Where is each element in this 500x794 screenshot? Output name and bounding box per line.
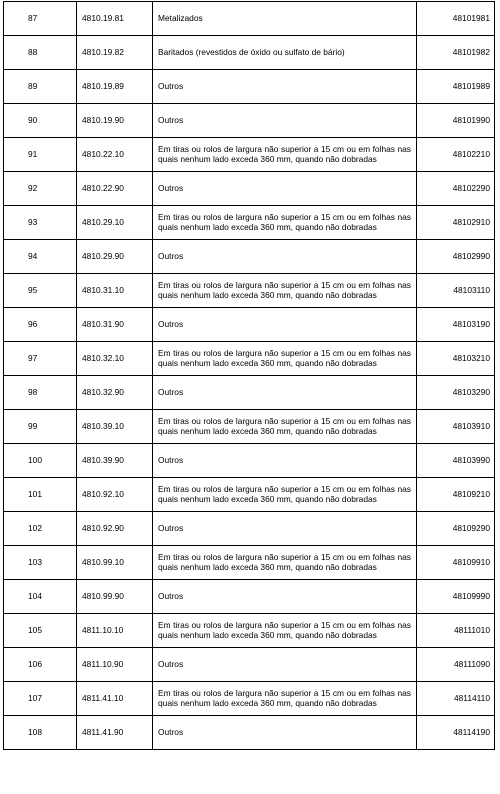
- item-code-cell: 48103110: [417, 274, 495, 308]
- ncm-table: [3, 1, 495, 750]
- ncm-code-cell: 4811.10.10: [77, 614, 153, 648]
- table-row: [4, 274, 495, 308]
- table-row: [4, 342, 495, 376]
- row-number-cell: 89: [4, 70, 77, 104]
- description-cell: Em tiras ou rolos de largura não superior a 15 cm ou em folhas nas quais nenhum lado exceda 360 mm, quando não dobradas: [153, 614, 417, 648]
- description-cell: Em tiras ou rolos de largura não superior a 15 cm ou em folhas nas quais nenhum lado exceda 360 mm, quando não dobradas: [153, 274, 417, 308]
- table-row: [4, 138, 495, 172]
- item-code-cell: 48109910: [417, 546, 495, 580]
- row-number-cell: 108: [4, 716, 77, 750]
- description-cell: Em tiras ou rolos de largura não superior a 15 cm ou em folhas nas quais nenhum lado exceda 360 mm, quando não dobradas: [153, 546, 417, 580]
- ncm-code-cell: 4810.99.90: [77, 580, 153, 614]
- description-cell: Outros: [153, 716, 417, 750]
- table-row: [4, 410, 495, 444]
- ncm-code-cell: 4810.39.10: [77, 410, 153, 444]
- ncm-code-cell: 4810.22.90: [77, 172, 153, 206]
- description-cell: Outros: [153, 376, 417, 410]
- row-number-cell: 99: [4, 410, 77, 444]
- row-number-cell: 97: [4, 342, 77, 376]
- description-cell: Em tiras ou rolos de largura não superior a 15 cm ou em folhas nas quais nenhum lado exceda 360 mm, quando não dobradas: [153, 410, 417, 444]
- table-row: [4, 614, 495, 648]
- table-row: [4, 546, 495, 580]
- description-cell: Em tiras ou rolos de largura não superior a 15 cm ou em folhas nas quais nenhum lado exceda 360 mm, quando não dobradas: [153, 342, 417, 376]
- description-cell: Outros: [153, 648, 417, 682]
- table-row: [4, 478, 495, 512]
- ncm-code-cell: 4811.41.90: [77, 716, 153, 750]
- item-code-cell: 48103290: [417, 376, 495, 410]
- table-row: [4, 2, 495, 36]
- item-code-cell: 48111090: [417, 648, 495, 682]
- row-number-cell: 94: [4, 240, 77, 274]
- table-row: [4, 444, 495, 478]
- description-cell: Em tiras ou rolos de largura não superior a 15 cm ou em folhas nas quais nenhum lado exceda 360 mm, quando não dobradas: [153, 478, 417, 512]
- description-cell: Metalizados: [153, 2, 417, 36]
- row-number-cell: 95: [4, 274, 77, 308]
- row-number-cell: 101: [4, 478, 77, 512]
- table-row: [4, 682, 495, 716]
- item-code-cell: 48114190: [417, 716, 495, 750]
- description-cell: Em tiras ou rolos de largura não superior a 15 cm ou em folhas nas quais nenhum lado exceda 360 mm, quando não dobradas: [153, 682, 417, 716]
- item-code-cell: 48101982: [417, 36, 495, 70]
- ncm-code-cell: 4810.29.10: [77, 206, 153, 240]
- table-row: [4, 376, 495, 410]
- row-number-cell: 88: [4, 36, 77, 70]
- table-row: [4, 512, 495, 546]
- description-cell: Outros: [153, 240, 417, 274]
- table-row: [4, 580, 495, 614]
- item-code-cell: 48102210: [417, 138, 495, 172]
- item-code-cell: 48111010: [417, 614, 495, 648]
- table-row: [4, 70, 495, 104]
- table-row: [4, 104, 495, 138]
- item-code-cell: 48103190: [417, 308, 495, 342]
- item-code-cell: 48114110: [417, 682, 495, 716]
- item-code-cell: 48102990: [417, 240, 495, 274]
- description-cell: Outros: [153, 512, 417, 546]
- description-cell: Outros: [153, 580, 417, 614]
- item-code-cell: 48109210: [417, 478, 495, 512]
- row-number-cell: 91: [4, 138, 77, 172]
- ncm-table-body: [4, 2, 495, 750]
- row-number-cell: 106: [4, 648, 77, 682]
- table-row: [4, 716, 495, 750]
- description-cell: Em tiras ou rolos de largura não superior a 15 cm ou em folhas nas quais nenhum lado exceda 360 mm, quando não dobradas: [153, 138, 417, 172]
- ncm-code-cell: 4810.19.81: [77, 2, 153, 36]
- table-row: [4, 648, 495, 682]
- table-row: [4, 36, 495, 70]
- ncm-code-cell: 4810.19.89: [77, 70, 153, 104]
- row-number-cell: 104: [4, 580, 77, 614]
- ncm-code-cell: 4810.19.90: [77, 104, 153, 138]
- row-number-cell: 90: [4, 104, 77, 138]
- row-number-cell: 87: [4, 2, 77, 36]
- table-row: [4, 308, 495, 342]
- row-number-cell: 105: [4, 614, 77, 648]
- item-code-cell: 48102290: [417, 172, 495, 206]
- ncm-code-cell: 4810.19.82: [77, 36, 153, 70]
- row-number-cell: 98: [4, 376, 77, 410]
- row-number-cell: 92: [4, 172, 77, 206]
- table-row: [4, 240, 495, 274]
- ncm-code-cell: 4810.32.10: [77, 342, 153, 376]
- ncm-code-cell: 4810.92.10: [77, 478, 153, 512]
- item-code-cell: 48101990: [417, 104, 495, 138]
- description-cell: Em tiras ou rolos de largura não superior a 15 cm ou em folhas nas quais nenhum lado exceda 360 mm, quando não dobradas: [153, 206, 417, 240]
- item-code-cell: 48109990: [417, 580, 495, 614]
- ncm-code-cell: 4811.10.90: [77, 648, 153, 682]
- item-code-cell: 48102910: [417, 206, 495, 240]
- ncm-code-cell: 4811.41.10: [77, 682, 153, 716]
- table-row: [4, 172, 495, 206]
- description-cell: Outros: [153, 104, 417, 138]
- ncm-code-cell: 4810.31.90: [77, 308, 153, 342]
- row-number-cell: 93: [4, 206, 77, 240]
- row-number-cell: 96: [4, 308, 77, 342]
- description-cell: Outros: [153, 308, 417, 342]
- item-code-cell: 48101981: [417, 2, 495, 36]
- item-code-cell: 48103910: [417, 410, 495, 444]
- description-cell: Baritados (revestidos de óxido ou sulfato de bário): [153, 36, 417, 70]
- ncm-code-cell: 4810.39.90: [77, 444, 153, 478]
- row-number-cell: 103: [4, 546, 77, 580]
- description-cell: Outros: [153, 172, 417, 206]
- ncm-code-cell: 4810.29.90: [77, 240, 153, 274]
- item-code-cell: 48109290: [417, 512, 495, 546]
- ncm-code-cell: 4810.22.10: [77, 138, 153, 172]
- description-cell: Outros: [153, 70, 417, 104]
- ncm-code-cell: 4810.31.10: [77, 274, 153, 308]
- row-number-cell: 107: [4, 682, 77, 716]
- item-code-cell: 48101989: [417, 70, 495, 104]
- table-row: [4, 206, 495, 240]
- ncm-code-cell: 4810.92.90: [77, 512, 153, 546]
- item-code-cell: 48103210: [417, 342, 495, 376]
- ncm-code-cell: 4810.99.10: [77, 546, 153, 580]
- row-number-cell: 102: [4, 512, 77, 546]
- description-cell: Outros: [153, 444, 417, 478]
- item-code-cell: 48103990: [417, 444, 495, 478]
- ncm-code-cell: 4810.32.90: [77, 376, 153, 410]
- row-number-cell: 100: [4, 444, 77, 478]
